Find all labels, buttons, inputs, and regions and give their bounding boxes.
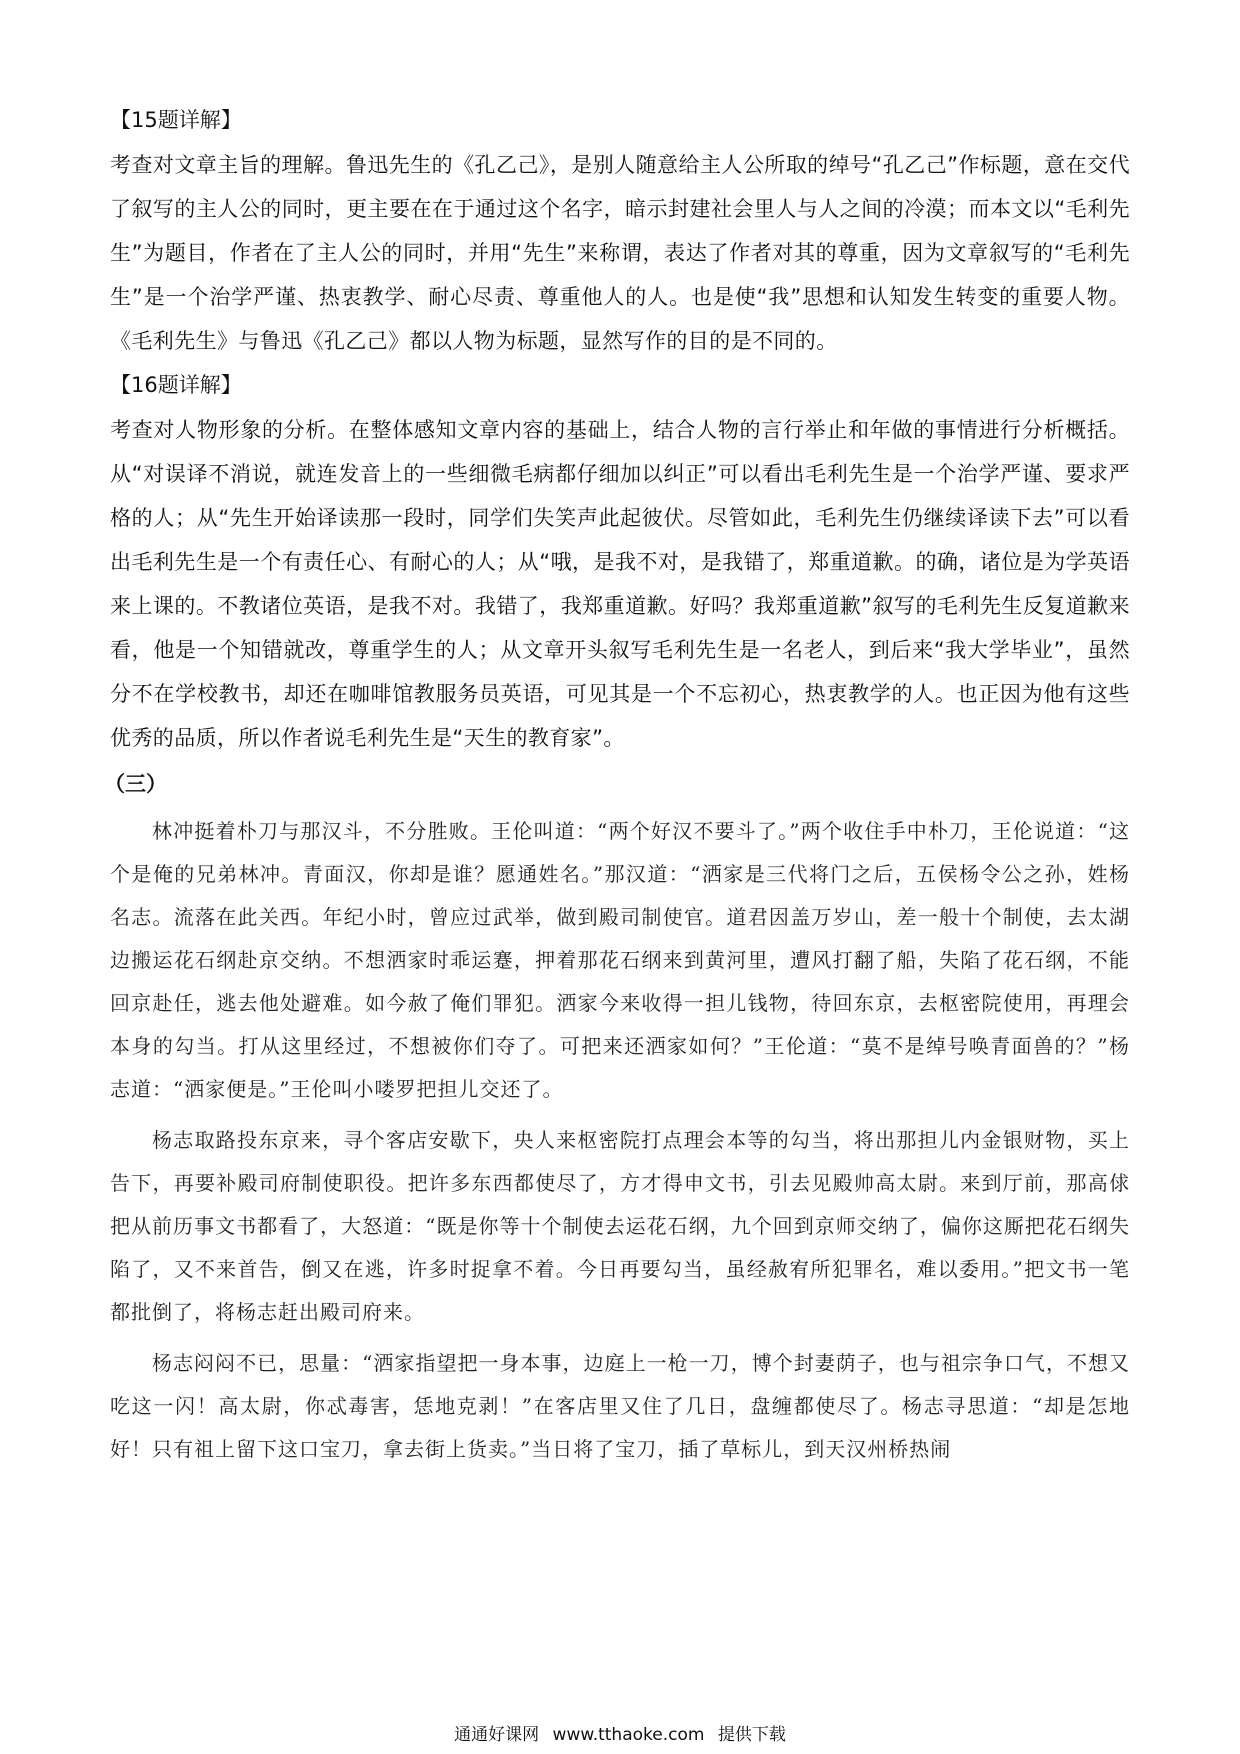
passage-paragraph-1: 林冲挺着朴刀与那汉斗，不分胜败。王伦叫道：“两个好汉不要斗了。”两个收住手中朴刀，王伦说道：“这个是俺的兄弟林冲。青面汉，你却是谁？愿通姓名。”那汉道：“洒家是三代将门之后，五侯杨令公之孙，姓杨名志。流落在此关西。年纪小时，曾应过武举，做到殿司制使官。道君因盖万岁山，差一般十个制使，去太湖边搬运花石纲赴京交纳。不想洒家时乖运蹇，押着那花石纲来到黄河里，遭风打翻了船，失陷了花石纲，不能回京赴任，逃去他处避难。如今赦了俺们罪犯。洒家今来收得一担儿钱物，待回东京，去枢密院使用，再理会本身的勾当。打从这里经过，不想被你们夺了。可把来还洒家如何？”王伦道：“莫不是绰号唤青面兽的？”杨志道：“洒家便是。”王伦叫小喽罗把担儿交还了。 xyxy=(110,819,1130,1101)
section-heading-15: 【15题详解】 xyxy=(110,108,242,132)
section-text-15: 考查对文章主旨的理解。鲁迅先生的《孔乙己》，是别人随意给主人公所取的绰号“孔乙己”作标题，意在交代了叙写的主人公的同时，更主要在在于通过这个名字，暗示封建社会里人与人之间的冷漠；而本文以“毛利先生”为题目，作者在了主人公的同时，并用“先生”来称谓，表达了作者对其的尊重，因为文章叙写的“毛利先生”是一个治学严谨、热衷教学、耐心尽责、尊重他人的人。也是使“我”思想和认知发生转变的重要人物。《毛利先生》与鲁迅《孔乙己》都以人物为标题，显然写作的目的是不同的。 xyxy=(110,153,1130,353)
section-text-16: 考查对人物形象的分析。在整体感知文章内容的基础上，结合人物的言行举止和年做的事情进行分析概括。从“对误译不消说，就连发音上的一些细微毛病都仔细加以纠正”可以看出毛利先生是一个治学严谨、要求严格的人；从“先生开始译读那一段时，同学们失笑声此起彼伏。尽管如此，毛利先生仍继续译读下去”可以看出毛利先生是一个有责任心、有耐心的人；从“哦，是我不对，是我错了，郑重道歉。的确，诸位是为学英语来上课的。不教诸位英语，是我不对。我错了，我郑重道歉。好吗？我郑重道歉”叙写的毛利先生反复道歉来看，他是一个知错就改，尊重学生的人；从文章开头叙写毛利先生是一名老人，到后来“我大学毕业”，虽然分不在学校教书，却还在咖啡馆教服务员英语，可见其是一个不忘初心，热衷教学的人。也正因为他有这些优秀的品质，所以作者说毛利先生是“天生的教育家”。 xyxy=(110,418,1130,750)
passage-paragraph-2: 杨志取路投东京来，寻个客店安歇下，央人来枢密院打点理会本等的勾当，将出那担儿内金银财物，买上告下，再要补殿司府制使职役。把许多东西都使尽了，方才得申文书，引去见殿帅高太尉。来到厅前，那高俅把从前历事文书都看了，大怒道：“既是你等十个制使去运花石纲，九个回到京师交纳了，偏你这厮把花石纲失陷了，又不来首告，倒又在逃，许多时捉拿不着。今日再要勾当，虽经赦宥所犯罪名，难以委用。”把文书一笔都批倒了，将杨志赶出殿司府来。 xyxy=(110,1128,1130,1324)
footer-url[interactable]: www.tthaoke.com xyxy=(552,1725,705,1745)
footer-suffix: 提供下载 xyxy=(717,1725,786,1745)
page-footer xyxy=(0,1720,1240,1745)
section-heading-16: 【16题详解】 xyxy=(110,373,242,397)
page-content xyxy=(104,100,1130,1479)
footer-site-name: 通通好课网 xyxy=(454,1725,540,1745)
passage-section-mark: （三） xyxy=(104,772,167,796)
passage-paragraph-3: 杨志闷闷不已，思量：“洒家指望把一身本事，边庭上一枪一刀，博个封妻荫子，也与祖宗争口气，不想又吃这一闪！高太尉，你忒毒害，恁地克剥！”在客店里又住了几日，盘缠都使尽了。杨志寻思道：“却是怎地好！只有祖上留下这口宝刀，拿去街上货卖。”当日将了宝刀，插了草标儿，到天汉州桥热闹 xyxy=(110,1351,1130,1461)
